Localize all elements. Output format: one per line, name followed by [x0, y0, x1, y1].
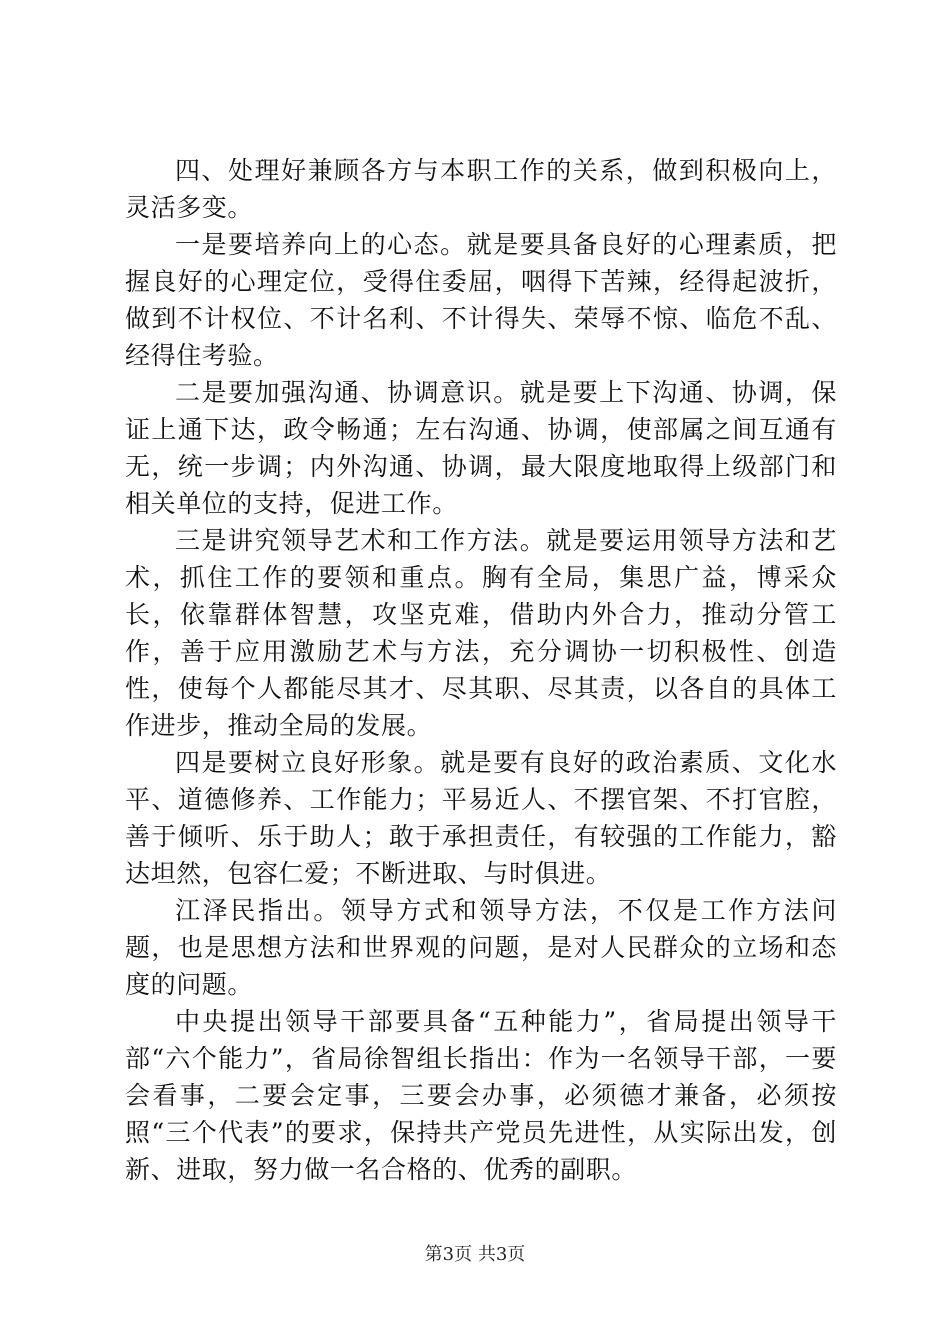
document-body	[125, 152, 837, 1188]
section-heading-paragraph: 四、处理好兼顾各方与本职工作的关系，做到积极向上，灵活多变。	[125, 156, 837, 222]
body-paragraph: 二是要加强沟通、协调意识。就是要上下沟通、协调，保证上通下达，政令畅通；左右沟通、协调，使部属之间互通有无，统一步调；内外沟通、协调，最大限度地取得上级部门和相关单位的支持，促进工作。	[125, 378, 837, 518]
body-paragraph: 三是讲究领导艺术和工作方法。就是要运用领导方法和艺术，抓住工作的要领和重点。胸有全局，集思广益，博采众长，依靠群体智慧，攻坚克难，借助内外合力，推动分管工作，善于应用激励艺术与方法，充分调协一切积极性、创造性，使每个人都能尽其才、尽其职、尽其责，以各自的具体工作进步，推动全局的发展。	[125, 526, 837, 740]
body-paragraph: 中央提出领导干部要具备“五种能力”，省局提出领导干部“六个能力”，省局徐智组长指出：作为一名领导干部，一要会看事，二要会定事，三要会办事，必须德才兼备，必须按照“三个代表”的要求，保持共产党员先进性，从实际出发，创新、进取，努力做一名合格的、优秀的副职。	[125, 1007, 837, 1184]
body-paragraph: 江泽民指出。领导方式和领导方法，不仅是工作方法问题，也是思想方法和世界观的问题，是对人民群众的立场和态度的问题。	[125, 896, 837, 999]
page-footer: 第3页 共3页	[424, 1244, 526, 1265]
body-paragraph: 四是要树立良好形象。就是要有良好的政治素质、文化水平、道德修养、工作能力；平易近人、不摆官架、不打官腔，善于倾听、乐于助人；敢于承担责任，有较强的工作能力，豁达坦然，包容仁爱；不断进取、与时俱进。	[125, 748, 837, 888]
body-paragraph: 一是要培养向上的心态。就是要具备良好的心理素质，把握良好的心理定位，受得住委屈，咽得下苦辣，经得起波折，做到不计权位、不计名利、不计得失、荣辱不惊、临危不乱、经得住考验。	[125, 230, 837, 370]
